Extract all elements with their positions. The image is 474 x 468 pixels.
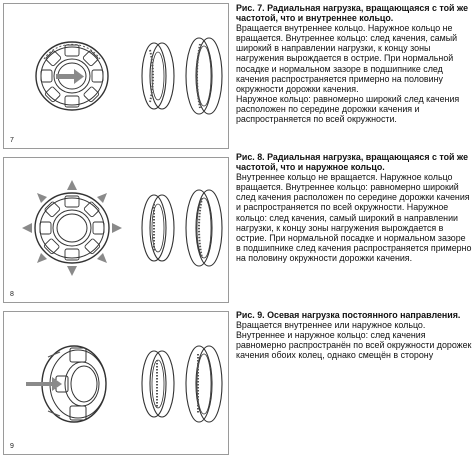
caption-title: Рис. 8. Радиальная нагрузка, вращающаяся с той же частотой, что и наружное кольцо.: [236, 152, 469, 173]
roller-set: [40, 196, 104, 260]
figure-8-panel: [3, 157, 229, 303]
caption-figure-7: [236, 3, 472, 124]
inner-ring-side-view: [142, 195, 174, 261]
load-arrow: [56, 69, 84, 84]
outer-ring-side-view: [186, 38, 222, 114]
outer-ring-side-view: [186, 346, 222, 422]
caption-paragraph: Вращается внутреннее кольцо. Наружное кольцо не вращается. Внутреннее кольцо: след качения, самый широкий в направлении нагрузки, к концу зоны нагружения вырождается в острие. При нормальной посадке и нормальном зазоре в подшипнике след качения распространяется примерно на половину окружности дорожки качения.: [236, 23, 458, 94]
figure-number: 8: [10, 291, 14, 298]
figure-8-drawing: [4, 158, 230, 304]
outer-ring-side-view: [186, 190, 222, 266]
inner-ring-side-view: [142, 43, 174, 109]
bearing-front-view: [35, 193, 109, 263]
figure-9-drawing: [4, 312, 230, 456]
figure-7-drawing: [4, 4, 230, 150]
figure-number: 7: [10, 137, 14, 144]
figure-7-panel: [3, 3, 229, 149]
caption-figure-9: [236, 310, 472, 360]
caption-paragraph: Вращается внутреннее или наружное кольцо. Внутреннее и наружное кольцо: след качения равномерно распространён по всей окружности дорожек качения обоих колец, однако смещён в сторону: [236, 320, 472, 361]
caption-title: Рис. 9. Осевая нагрузка постоянного направления.: [236, 310, 461, 320]
inner-ring-side-view: [142, 351, 174, 417]
axial-load-arrow: [26, 377, 62, 391]
caption-figure-8: [236, 152, 472, 263]
figure-9-panel: [3, 311, 229, 455]
figure-number: 9: [10, 443, 14, 450]
caption-title: Рис. 7. Радиальная нагрузка, вращающаяся с той же частотой, что и внутреннее кольцо.: [236, 3, 469, 24]
caption-paragraph: Наружное кольцо: равномерно широкий след качения расположен по середине дорожки качения и распространяется по всей окружности.: [236, 93, 460, 125]
caption-paragraph: Внутреннее кольцо не вращается. Наружное кольцо вращается. Внутреннее кольцо: равномерно широкий след качения расположен по середине дорожки качения и распространяется по всей окружности. Наружное кольцо: след качения, самый широкий в направлении нагрузки, к концу зоны нагружения вырождается в острие. При нормальной посадке и нормальном зазоре в подшипнике след качения распространяется примерно на половину окружности дорожки качения.: [236, 172, 472, 263]
rotating-load-arrows: [22, 180, 122, 276]
